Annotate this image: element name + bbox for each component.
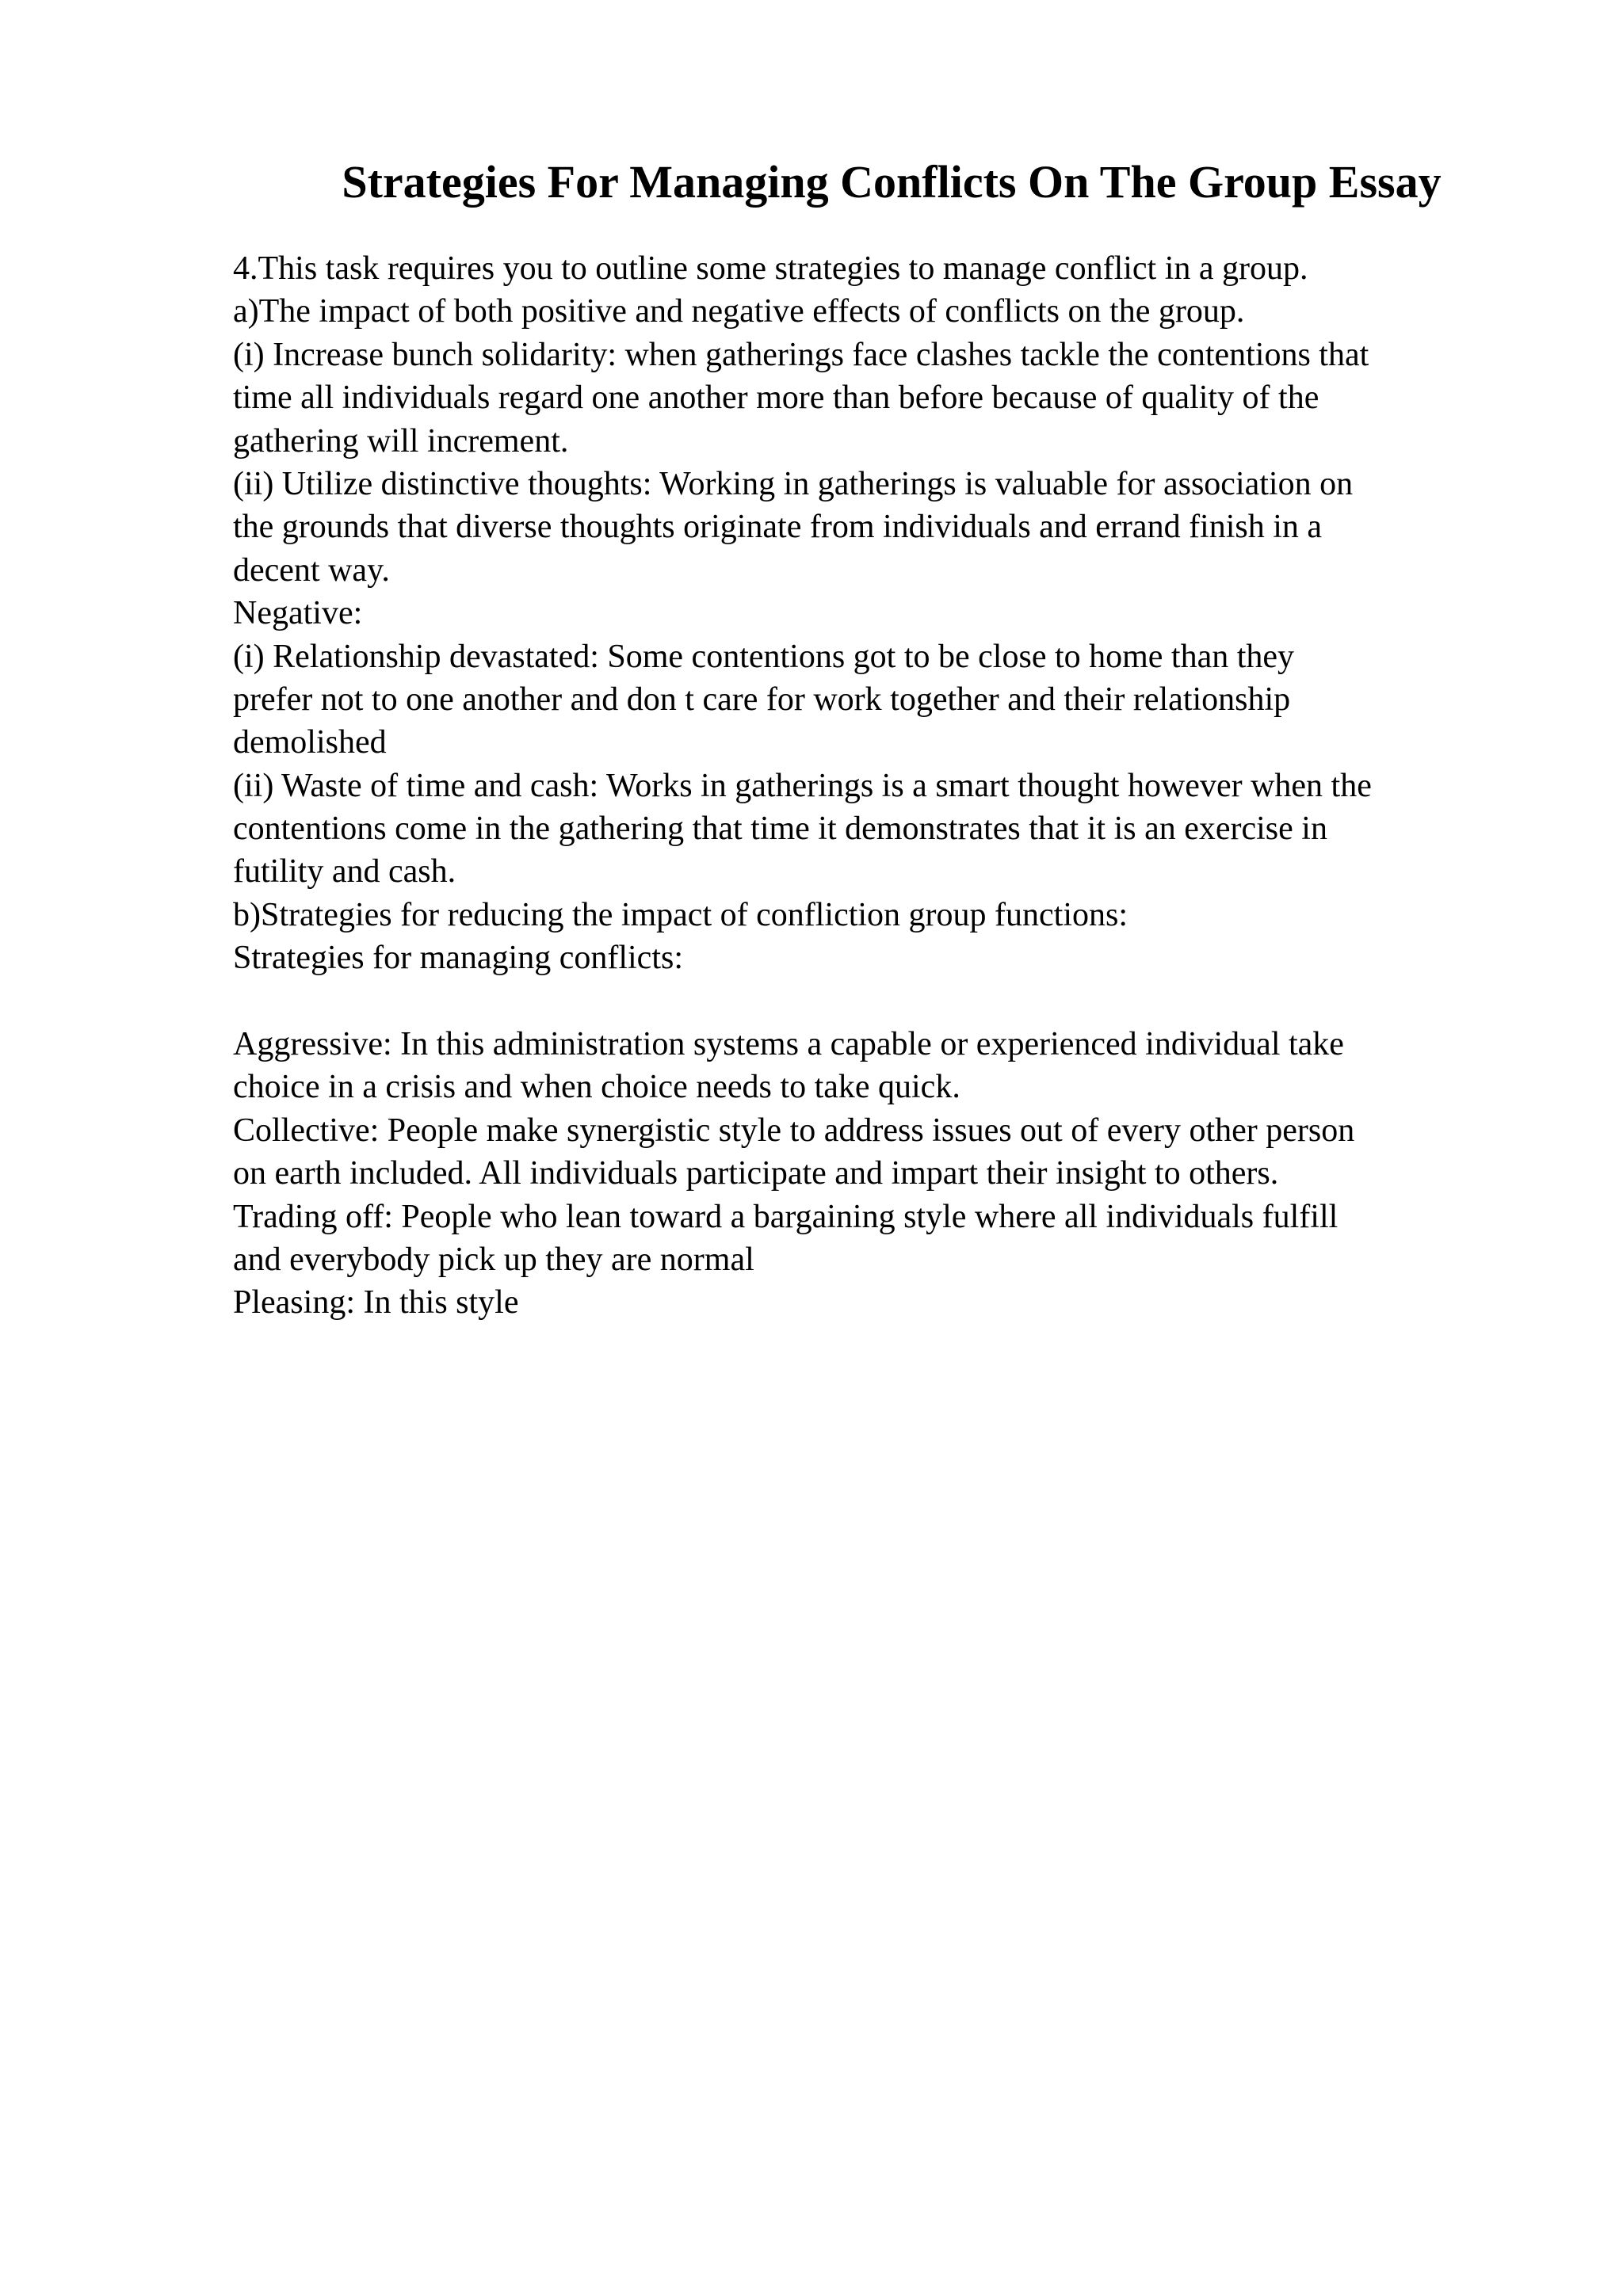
body-line: (i) Relationship devastated: Some contentions got to be close to home than they	[233, 638, 1295, 675]
body-line: gathering will increment.	[233, 422, 569, 460]
body-line: contentions come in the gathering that time it demonstrates that it is an exercise in	[233, 810, 1327, 848]
body-line: choice in a crisis and when choice needs to take quick.	[233, 1069, 960, 1106]
body-line: b)Strategies for reducing the impact of confliction group functions:	[233, 896, 1128, 933]
body-line: the grounds that diverse thoughts originate from individuals and errand finish in a	[233, 509, 1323, 546]
body-line: futility and cash.	[233, 853, 456, 891]
body-line: Negative:	[233, 595, 363, 632]
body-line: prefer not to one another and don t care for work together and their relationship	[233, 681, 1291, 718]
essay-body	[233, 247, 1525, 1325]
body-line: Trading off: People who lean toward a bargaining style where all individuals fulfill	[233, 1198, 1338, 1235]
blank-line	[233, 980, 1525, 1023]
body-line: on earth included. All individuals participate and impart their insight to others.	[233, 1155, 1279, 1192]
body-line: Aggressive: In this administration systems a capable or experienced individual take	[233, 1026, 1344, 1063]
document-title: Strategies For Managing Conflicts On The Group Essay	[342, 156, 1442, 208]
body-line: (ii) Waste of time and cash: Works in gatherings is a smart thought however when the	[233, 767, 1372, 804]
body-line: 4.This task requires you to outline some strategies to manage conflict in a group.	[233, 250, 1308, 287]
body-line: Pleasing: In this style	[233, 1284, 519, 1322]
body-line: (i) Increase bunch solidarity: when gatherings face clashes tackle the contentions that	[233, 336, 1369, 373]
body-line: demolished	[233, 724, 387, 761]
body-line: a)The impact of both positive and negative effects of conflicts on the group.	[233, 293, 1245, 330]
body-line: and everybody pick up they are normal	[233, 1241, 754, 1278]
body-line: time all individuals regard one another more than before because of quality of the	[233, 379, 1319, 417]
body-line: Strategies for managing conflicts:	[233, 940, 684, 977]
body-line: (ii) Utilize distinctive thoughts: Working in gatherings is valuable for association on	[233, 465, 1354, 502]
body-line: Collective: People make synergistic style to address issues out of every other person	[233, 1112, 1355, 1149]
body-line: decent way.	[233, 551, 390, 589]
